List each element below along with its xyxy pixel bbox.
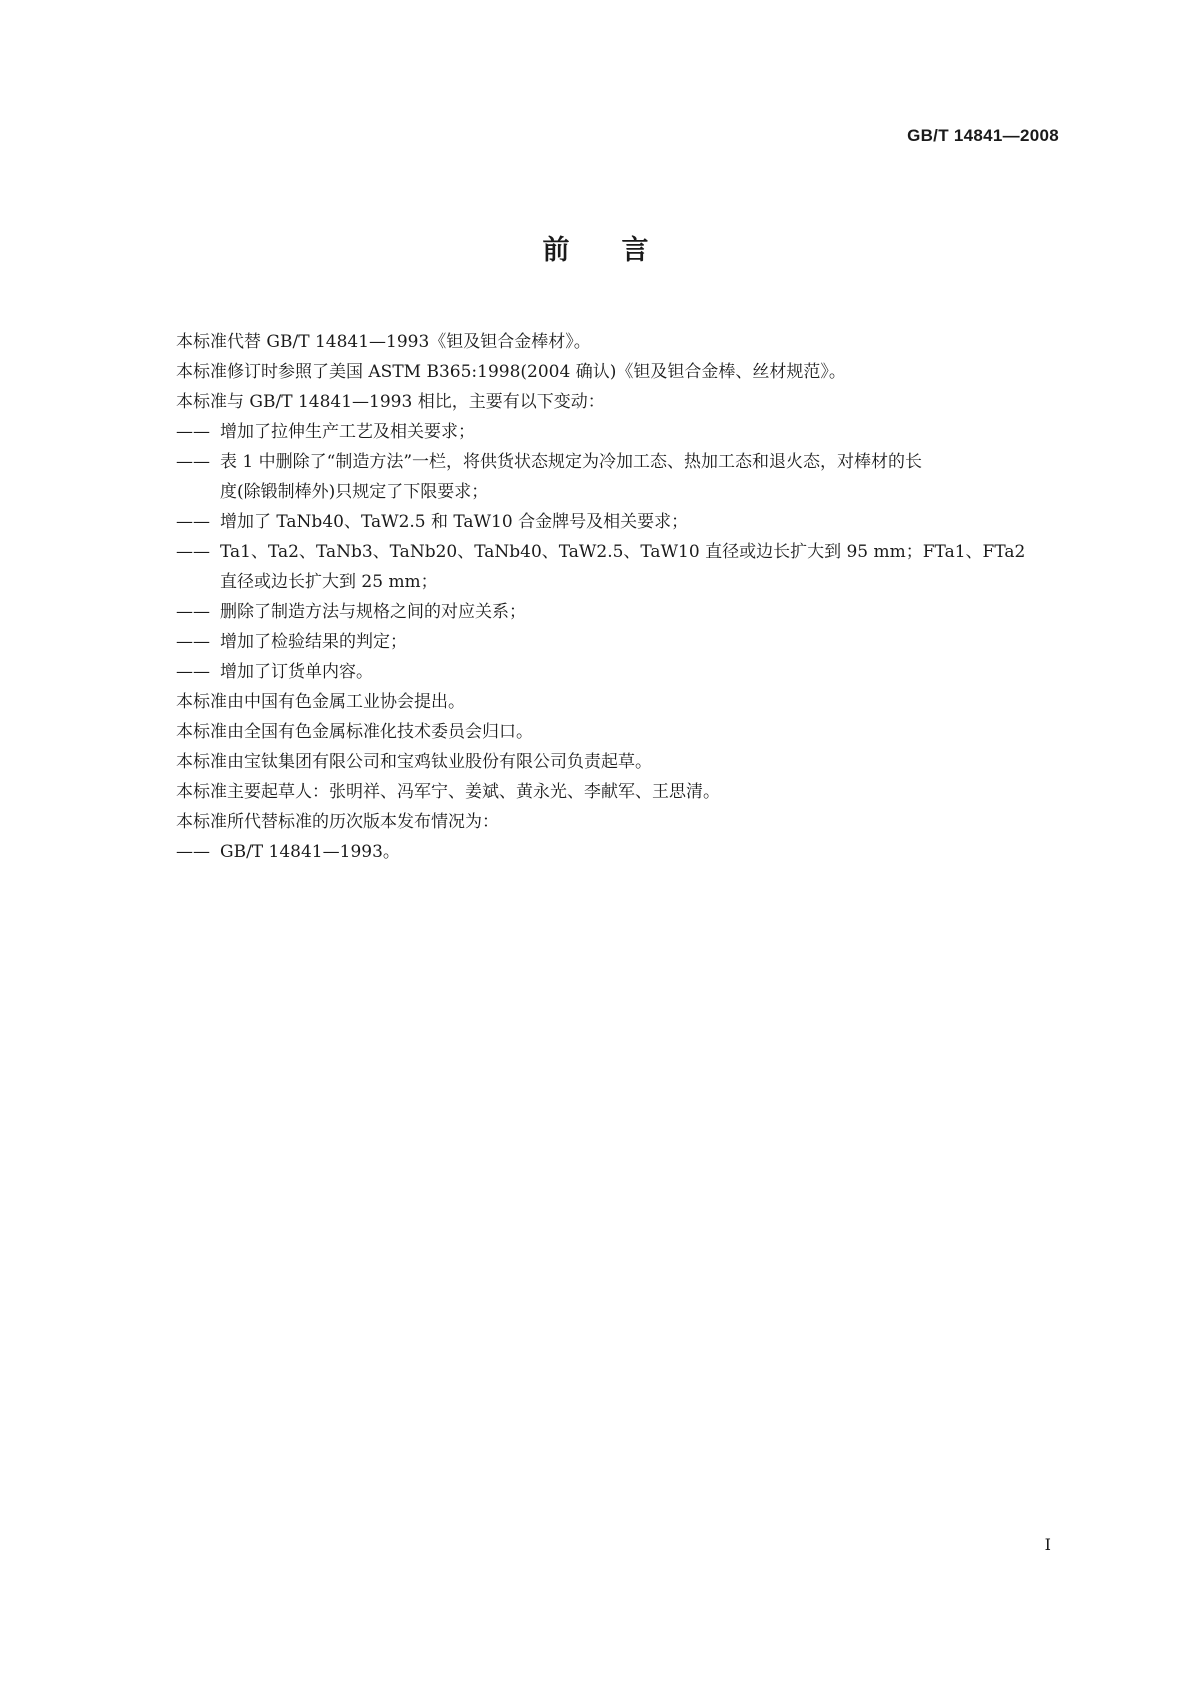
foreword-body [176, 327, 1060, 867]
list-dash: —— [176, 632, 210, 652]
list-dash: —— [176, 602, 210, 622]
change-item [176, 627, 1060, 657]
list-dash: —— [176, 452, 210, 472]
change-text: 增加了订货单内容。 [220, 662, 373, 682]
history-item [176, 837, 1060, 867]
change-text-continued: 直径或边长扩大到 25 mm； [220, 572, 438, 592]
paragraph-proposer: 本标准由中国有色金属工业协会提出。 [176, 692, 465, 712]
paragraph-drafting-org: 本标准由宝钛集团有限公司和宝鸡钛业股份有限公司负责起草。 [176, 752, 652, 772]
change-item [176, 537, 1060, 597]
change-item [176, 417, 1060, 447]
paragraph-history-intro: 本标准所代替标准的历次版本发布情况为： [176, 812, 499, 832]
change-text: 删除了制造方法与规格之间的对应关系； [220, 602, 526, 622]
paragraph-replaces: 本标准代替 GB/T 14841—1993《钽及钽合金棒材》。 [176, 332, 591, 352]
change-item [176, 597, 1060, 627]
change-item [176, 507, 1060, 537]
page-title: 前言 [542, 235, 701, 266]
change-text: 表 1 中删除了“制造方法”一栏，将供货状态规定为冷加工态、热加工态和退火态，对棒材的长 [220, 452, 923, 472]
list-dash: —— [176, 662, 210, 682]
list-dash: —— [176, 512, 210, 532]
change-text-continued: 度(除锻制棒外)只规定了下限要求； [220, 482, 489, 502]
history-text: GB/T 14841—1993。 [220, 842, 400, 862]
change-text: 增加了 TaNb40、TaW2.5 和 TaW10 合金牌号及相关要求； [220, 512, 689, 532]
change-text: Ta1、Ta2、TaNb3、TaNb20、TaNb40、TaW2.5、TaW10 直径或边长扩大到 95 mm；FTa1、FTa2 [220, 542, 1026, 562]
paragraph-centralized: 本标准由全国有色金属标准化技术委员会归口。 [176, 722, 533, 742]
change-text: 增加了检验结果的判定； [220, 632, 407, 652]
change-item [176, 447, 1060, 507]
paragraph-drafters: 本标准主要起草人：张明祥、冯军宁、姜斌、黄永光、李献军、王思清。 [176, 782, 720, 802]
paragraph-reference: 本标准修订时参照了美国 ASTM B365:1998(2004 确认)《钽及钽合金棒、丝材规范》。 [176, 362, 846, 382]
list-dash: —— [176, 422, 210, 442]
list-dash: —— [176, 842, 210, 862]
standard-number: GB/T 14841—2008 [907, 126, 1059, 145]
change-item [176, 657, 1060, 687]
list-dash: —— [176, 542, 210, 562]
page-number: I [1044, 1535, 1051, 1554]
paragraph-changes-intro: 本标准与 GB/T 14841—1993 相比，主要有以下变动： [176, 392, 605, 412]
change-text: 增加了拉伸生产工艺及相关要求； [220, 422, 475, 442]
